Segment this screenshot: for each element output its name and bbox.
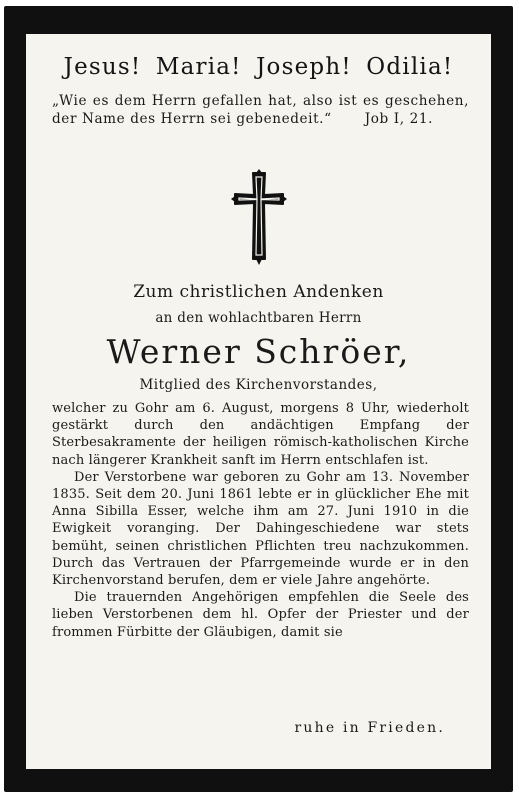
latin-cross-icon <box>231 169 287 265</box>
scripture-quote <box>52 92 469 128</box>
honorific-line: an den wohlachtbaren Herrn <box>155 310 362 326</box>
obituary-paragraph-prayer: Die trauernden Angehörigen empfehlen die Seele des lieben Verstorbenen dem hl. Opfer der Priester und der frommen Fürbitte der Gläubigen, damit sie <box>52 590 469 640</box>
memorial-heading: Zum christlichen Andenken <box>133 282 384 302</box>
invocation-heading: Jesus! Maria! Joseph! Odilia! <box>63 54 454 80</box>
closing-line: ruhe in Frieden. <box>294 720 445 736</box>
quote-text: „Wie es dem Herrn gefallen hat, also ist es geschehen, der Name des Herrn sei gebenedeit.“ <box>52 93 469 127</box>
obituary-paragraph-death: welcher zu Gohr am 6. August, morgens 8 Uhr, wiederholt gestärkt durch den andächtigen Empfang der Sterbesakramente der heiligen römisch-katholischen Kirche nach längerer Krankheit sanft im Herrn entschlafen ist. <box>52 401 469 468</box>
deceased-role: Mitglied des Kirchenvorstandes, <box>139 377 378 393</box>
obituary-text <box>52 400 469 641</box>
quote-reference: Job I, 21. <box>364 111 433 127</box>
memorial-card <box>26 34 491 769</box>
deceased-name: Werner Schröer, <box>106 332 411 371</box>
obituary-paragraph-life: Der Verstorbene war geboren zu Gohr am 13. November 1835. Seit dem 20. Juni 1861 lebte er in glücklicher Ehe mit Anna Sibilla Esser, welche ihm am 27. Juni 1910 in die Ewigkeit voranging. Der Dahingeschiedene war stets bemüht, seinen christlichen Pflichten treu nachzukommen. Durch das Vertrauen der Pfarrgemeinde wurde er in den Kirchenvorstand berufen, dem er viele Jahre angehörte. <box>52 469 469 589</box>
